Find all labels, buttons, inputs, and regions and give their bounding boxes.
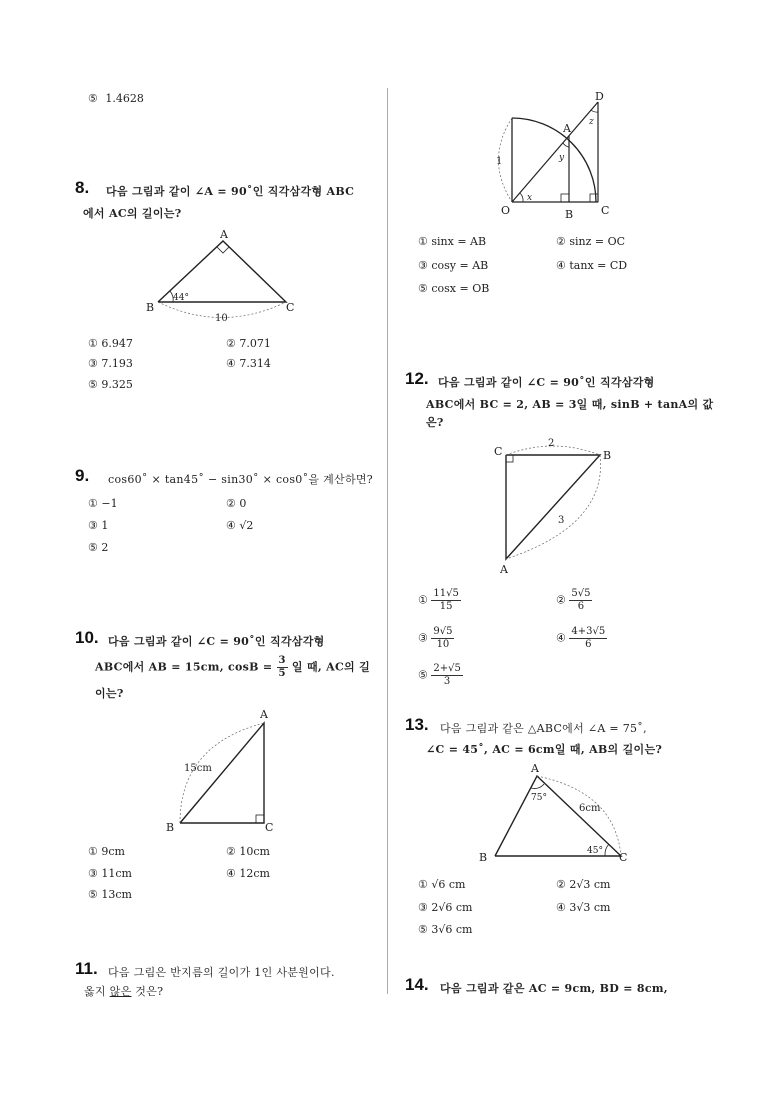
q8-text-line1: 다음 그림과 같이 ∠A = 90˚인 직각삼각형 ABC xyxy=(106,185,355,198)
fraction-numerator: 11√5 xyxy=(433,588,459,599)
q13-label-a: A xyxy=(531,762,539,775)
option-marker: ⑤ xyxy=(88,378,98,391)
q14-number: 14. xyxy=(405,975,429,994)
q9-option-3[interactable] xyxy=(88,519,108,532)
q12-triangle-figure xyxy=(490,435,620,580)
q8-base-label: 10 xyxy=(215,313,228,324)
q10-fraction xyxy=(277,655,288,680)
q11-quarter-circle-figure xyxy=(485,90,615,220)
q13-label-b: B xyxy=(479,851,488,864)
q10-text-line1: 다음 그림과 같이 ∠C = 90˚인 직각삼각형 xyxy=(108,635,325,648)
q12-text-line3: 은? xyxy=(426,416,444,429)
q11-option-2[interactable] xyxy=(556,235,625,248)
option-text: 2 xyxy=(101,541,109,554)
q10-number: 10. xyxy=(75,628,99,647)
option-fraction xyxy=(569,626,607,651)
option-marker: ① xyxy=(88,845,98,858)
option-text: 9cm xyxy=(101,845,125,858)
q11-option-5[interactable] xyxy=(418,282,489,295)
option-text: 3√6 cm xyxy=(431,923,473,936)
option-marker: ② xyxy=(556,593,566,607)
q8-label-c: C xyxy=(286,301,295,314)
q11-option-4[interactable] xyxy=(556,259,627,272)
option-text: cosx = OB xyxy=(431,282,490,295)
option-text: 7.071 xyxy=(239,337,271,350)
option-text: 3√3 cm xyxy=(569,901,611,914)
q13-angle-a: 75° xyxy=(531,793,547,803)
q11-label-b: B xyxy=(565,208,574,220)
option-text: tanx = CD xyxy=(569,259,628,272)
option-marker: ⑤ xyxy=(88,888,98,901)
q11-label-d: D xyxy=(595,90,604,103)
q11-label-c: C xyxy=(601,204,610,217)
q13-text-line2: ∠C = 45˚, AC = 6cm일 때, AB의 길이는? xyxy=(426,743,663,756)
q7-option-5[interactable] xyxy=(88,92,144,105)
q12-option-4[interactable] xyxy=(556,626,607,651)
q11-option-3[interactable] xyxy=(418,259,488,272)
q12-option-5[interactable] xyxy=(418,663,463,688)
option-text: −1 xyxy=(101,497,118,510)
q14-text-line1: 다음 그림과 같은 AC = 9cm, BD = 8cm, xyxy=(440,982,668,995)
q12-label-a: A xyxy=(500,563,508,576)
q11-label-x: x xyxy=(527,193,533,203)
q12-text-line1: 다음 그림과 같이 ∠C = 90˚인 직각삼각형 xyxy=(438,376,655,389)
option-marker: ③ xyxy=(88,867,98,880)
q10-option-5[interactable] xyxy=(88,888,132,901)
q10-option-4[interactable] xyxy=(226,867,270,880)
option-marker: ④ xyxy=(556,631,566,645)
option-marker: ⑤ xyxy=(418,282,428,295)
q8-option-5[interactable] xyxy=(88,378,133,391)
option-marker: ④ xyxy=(556,259,566,272)
option-text: 0 xyxy=(239,497,247,510)
option-text: cosy = AB xyxy=(431,259,489,272)
option-marker: ② xyxy=(226,497,236,510)
option-text: 1.4628 xyxy=(105,92,144,105)
q12-top-length: 2 xyxy=(548,438,555,449)
option-marker: ③ xyxy=(88,519,98,532)
q10-option-2[interactable] xyxy=(226,845,270,858)
q10-text-line2 xyxy=(95,655,370,680)
option-text: 11cm xyxy=(101,867,132,880)
option-marker: ⑤ xyxy=(418,668,428,682)
option-text: 7.193 xyxy=(101,357,133,370)
q10-option-3[interactable] xyxy=(88,867,132,880)
option-text: √6 cm xyxy=(431,878,466,891)
option-marker: ② xyxy=(556,878,566,891)
q10-label-b: B xyxy=(166,821,175,834)
q13-option-4[interactable] xyxy=(556,901,610,914)
q11-text-line1: 다음 그림은 반지름의 길이가 1인 사분원이다. xyxy=(108,966,335,979)
q12-text-line2: ABC에서 BC = 2, AB = 3일 때, sinB + tanA의 값 xyxy=(426,398,714,411)
fraction-numerator: 9√5 xyxy=(433,626,453,637)
q10-text-line2b: 일 때, AC의 길 xyxy=(291,660,371,674)
option-marker: ① xyxy=(418,593,428,607)
option-marker: ② xyxy=(556,235,566,248)
option-marker: ④ xyxy=(226,867,236,880)
q13-side-length: 6cm xyxy=(579,803,601,814)
q12-label-b: B xyxy=(603,449,612,462)
q8-text-line2: 에서 AC의 길이는? xyxy=(83,207,182,220)
option-text: 6.947 xyxy=(101,337,133,350)
option-text: sinx = AB xyxy=(431,235,487,248)
q8-option-4[interactable] xyxy=(226,357,271,370)
option-marker: ① xyxy=(88,337,98,350)
option-text: 13cm xyxy=(101,888,132,901)
q12-label-c: C xyxy=(494,445,503,458)
q9-text-line1: cos60˚ × tan45˚ − sin30˚ × cos0˚을 계산하면? xyxy=(108,473,374,486)
option-text: 12cm xyxy=(239,867,270,880)
option-marker: ③ xyxy=(418,631,428,645)
option-text: 2√6 cm xyxy=(431,901,473,914)
q8-label-b: B xyxy=(146,301,155,314)
q9-option-2[interactable] xyxy=(226,497,246,510)
q13-number: 13. xyxy=(405,715,429,734)
q11-text-line2 xyxy=(84,983,163,999)
q8-option-1[interactable] xyxy=(88,337,133,350)
q8-option-3[interactable] xyxy=(88,357,133,370)
option-text: 10cm xyxy=(239,845,270,858)
q10-label-c: C xyxy=(265,821,274,834)
q10-option-1[interactable] xyxy=(88,845,125,858)
q8-label-a: A xyxy=(220,228,228,241)
q12-option-1[interactable] xyxy=(418,588,461,613)
option-text: 2√3 cm xyxy=(569,878,611,891)
fraction-numerator: 4+3√5 xyxy=(571,626,606,637)
q12-number: 12. xyxy=(405,369,429,388)
fraction-numerator: 3 xyxy=(278,655,286,666)
q11-number: 11. xyxy=(75,959,98,978)
option-marker: ① xyxy=(418,235,428,248)
fraction-denominator: 5 xyxy=(278,668,286,679)
q8-triangle-figure xyxy=(140,225,310,325)
option-fraction xyxy=(569,588,592,613)
q13-angle-c: 45° xyxy=(587,846,603,856)
option-marker: ④ xyxy=(226,519,236,532)
option-marker: ① xyxy=(418,878,428,891)
q10-text-line3: 이는? xyxy=(95,687,124,700)
option-fraction xyxy=(431,588,460,613)
q11-text-line2b: 것은? xyxy=(131,985,164,998)
option-marker: ④ xyxy=(556,901,566,914)
option-marker: ② xyxy=(226,845,236,858)
q9-option-5[interactable] xyxy=(88,541,108,554)
q12-option-2[interactable] xyxy=(556,588,592,613)
q8-option-2[interactable] xyxy=(226,337,271,350)
q9-option-4[interactable] xyxy=(226,519,253,532)
q13-label-c: C xyxy=(619,851,628,864)
q11-option-1[interactable] xyxy=(418,235,486,248)
fraction-denominator: 15 xyxy=(439,601,453,612)
q13-option-5[interactable] xyxy=(418,923,472,936)
q8-number: 8. xyxy=(75,178,90,197)
q10-triangle-figure xyxy=(160,705,285,837)
q9-option-1[interactable] xyxy=(88,497,118,510)
q13-option-2[interactable] xyxy=(556,878,610,891)
fraction-denominator: 10 xyxy=(436,639,450,650)
q11-label-y: y xyxy=(559,153,565,163)
q13-text-line1: 다음 그림과 같은 △ABC에서 ∠A = 75˚, xyxy=(440,722,647,735)
option-text: sinz = OC xyxy=(569,235,626,248)
option-marker: ③ xyxy=(88,357,98,370)
q10-label-a: A xyxy=(260,708,268,721)
q8-angle-label: 44° xyxy=(173,293,189,303)
column-divider xyxy=(387,88,388,994)
q9-number: 9. xyxy=(75,466,90,485)
fraction-numerator: 2+√5 xyxy=(433,663,461,674)
q13-triangle-figure xyxy=(475,760,635,870)
fraction-denominator: 3 xyxy=(443,676,451,687)
option-text: 1 xyxy=(101,519,109,532)
option-fraction xyxy=(431,663,462,688)
q10-text-line2a: ABC에서 AB = 15cm, cosB = xyxy=(95,660,273,674)
q12-hyp-length: 3 xyxy=(558,515,565,526)
q10-length-label: 15cm xyxy=(184,763,212,774)
option-text: 7.314 xyxy=(239,357,271,370)
option-marker: ④ xyxy=(226,357,236,370)
option-fraction xyxy=(431,626,454,651)
option-text: 9.325 xyxy=(101,378,133,391)
option-text: √2 xyxy=(239,519,254,532)
q12-option-3[interactable] xyxy=(418,626,454,651)
fraction-denominator: 6 xyxy=(585,639,592,650)
option-marker: ③ xyxy=(418,259,428,272)
option-marker: ⑤ xyxy=(418,923,428,936)
q11-label-o: O xyxy=(501,204,511,217)
option-marker: ⑤ xyxy=(88,541,98,554)
option-marker: ⑤ xyxy=(88,92,98,105)
option-marker: ② xyxy=(226,337,236,350)
q11-text-line2a: 옳지 xyxy=(84,985,110,998)
q13-option-1[interactable] xyxy=(418,878,465,891)
q11-label-radius: 1 xyxy=(496,156,503,167)
option-marker: ③ xyxy=(418,901,428,914)
q11-label-a: A xyxy=(563,122,571,135)
q13-option-3[interactable] xyxy=(418,901,472,914)
q11-label-z: z xyxy=(589,117,594,127)
option-marker: ① xyxy=(88,497,98,510)
fraction-numerator: 5√5 xyxy=(571,588,591,599)
q11-text-underlined: 않은 xyxy=(109,985,132,998)
fraction-denominator: 6 xyxy=(577,601,585,612)
